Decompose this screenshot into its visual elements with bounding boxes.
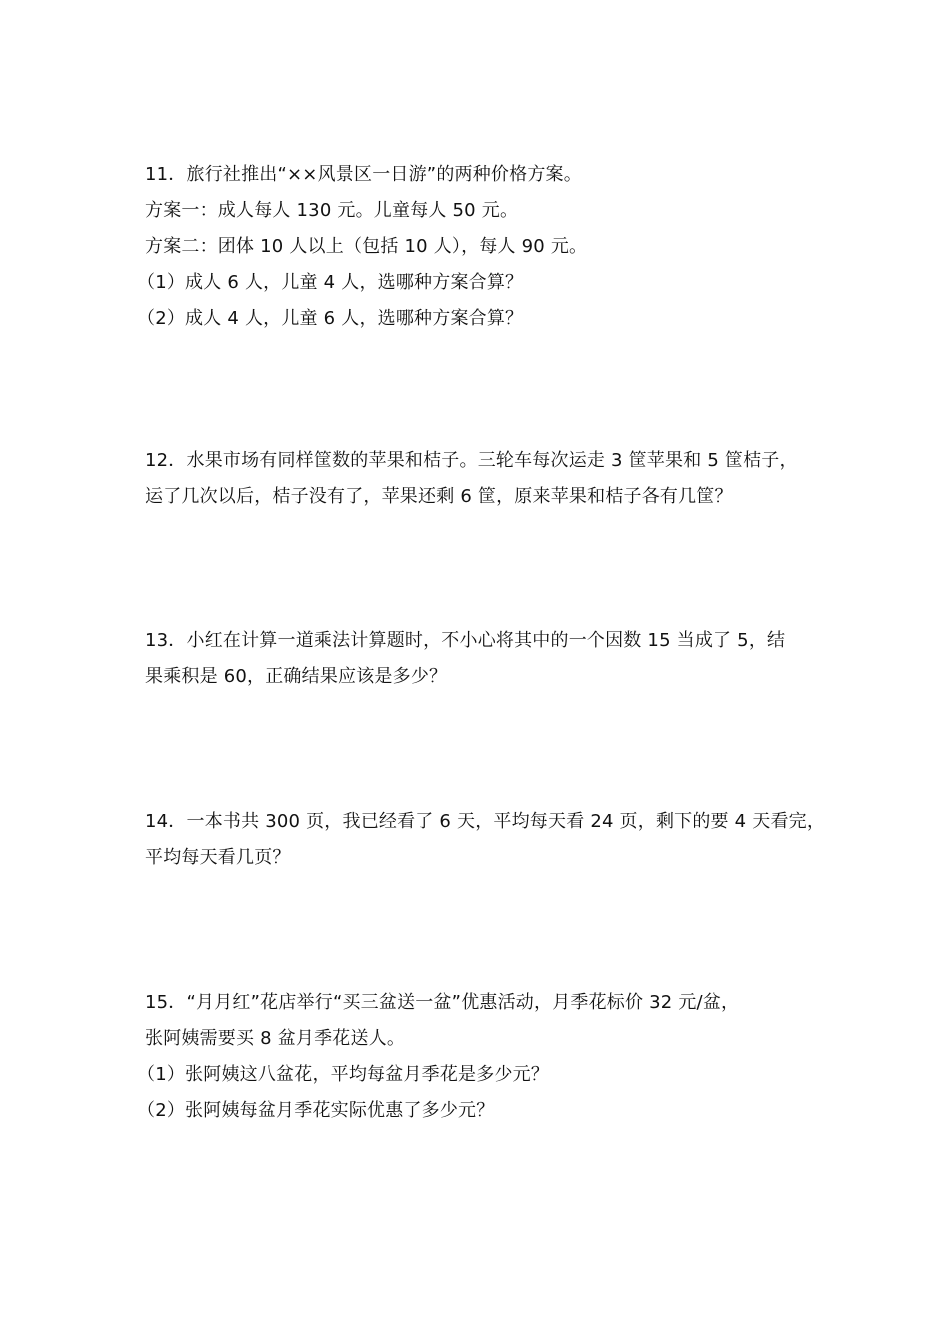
problem-14-line-2: 平均每天看几页？ bbox=[145, 847, 291, 868]
problem-11-plan-one: 方案一：成人每人 130 元。儿童每人 50 元。 bbox=[145, 200, 519, 221]
problem-15-subquestion-2: （2）张阿姨每盆月季花实际优惠了多少元？ bbox=[137, 1100, 495, 1121]
problem-11-subquestion-2: （2）成人 4 人，儿童 6 人，选哪种方案合算？ bbox=[137, 308, 524, 329]
problem-13 bbox=[145, 623, 825, 695]
problem-11 bbox=[137, 157, 825, 337]
problem-11-plan-two: 方案二：团体 10 人以上（包括 10 人），每人 90 元。 bbox=[145, 236, 588, 257]
problem-11-question: 11．旅行社推出“××风景区一日游”的两种价格方案。 bbox=[145, 164, 582, 185]
problem-15-line-2: 张阿姨需要买 8 盆月季花送人。 bbox=[145, 1028, 406, 1049]
problem-14 bbox=[145, 804, 825, 876]
problem-12-line-2: 运了几次以后，桔子没有了，苹果还剩 6 筐，原来苹果和桔子各有几筐？ bbox=[145, 486, 733, 507]
problem-15 bbox=[137, 985, 825, 1129]
problem-13-line-1: 13．小红在计算一道乘法计算题时，不小心将其中的一个因数 15 当成了 5，结 bbox=[145, 630, 786, 651]
problem-13-line-2: 果乘积是 60，正确结果应该是多少？ bbox=[145, 666, 448, 687]
problem-15-subquestion-1: （1）张阿姨这八盆花，平均每盆月季花是多少元？ bbox=[137, 1064, 550, 1085]
problem-12 bbox=[145, 443, 825, 515]
problem-12-line-1: 12．水果市场有同样筐数的苹果和桔子。三轮车每次运走 3 筐苹果和 5 筐桔子， bbox=[145, 450, 798, 471]
problem-15-line-1: 15．“月月红”花店举行“买三盆送一盆”优惠活动，月季花标价 32 元/盆， bbox=[145, 992, 740, 1013]
problem-11-subquestion-1: （1）成人 6 人，儿童 4 人，选哪种方案合算？ bbox=[137, 272, 524, 293]
problem-14-line-1: 14．一本书共 300 页，我已经看了 6 天，平均每天看 24 页，剩下的要 4 天看完， bbox=[145, 811, 826, 832]
